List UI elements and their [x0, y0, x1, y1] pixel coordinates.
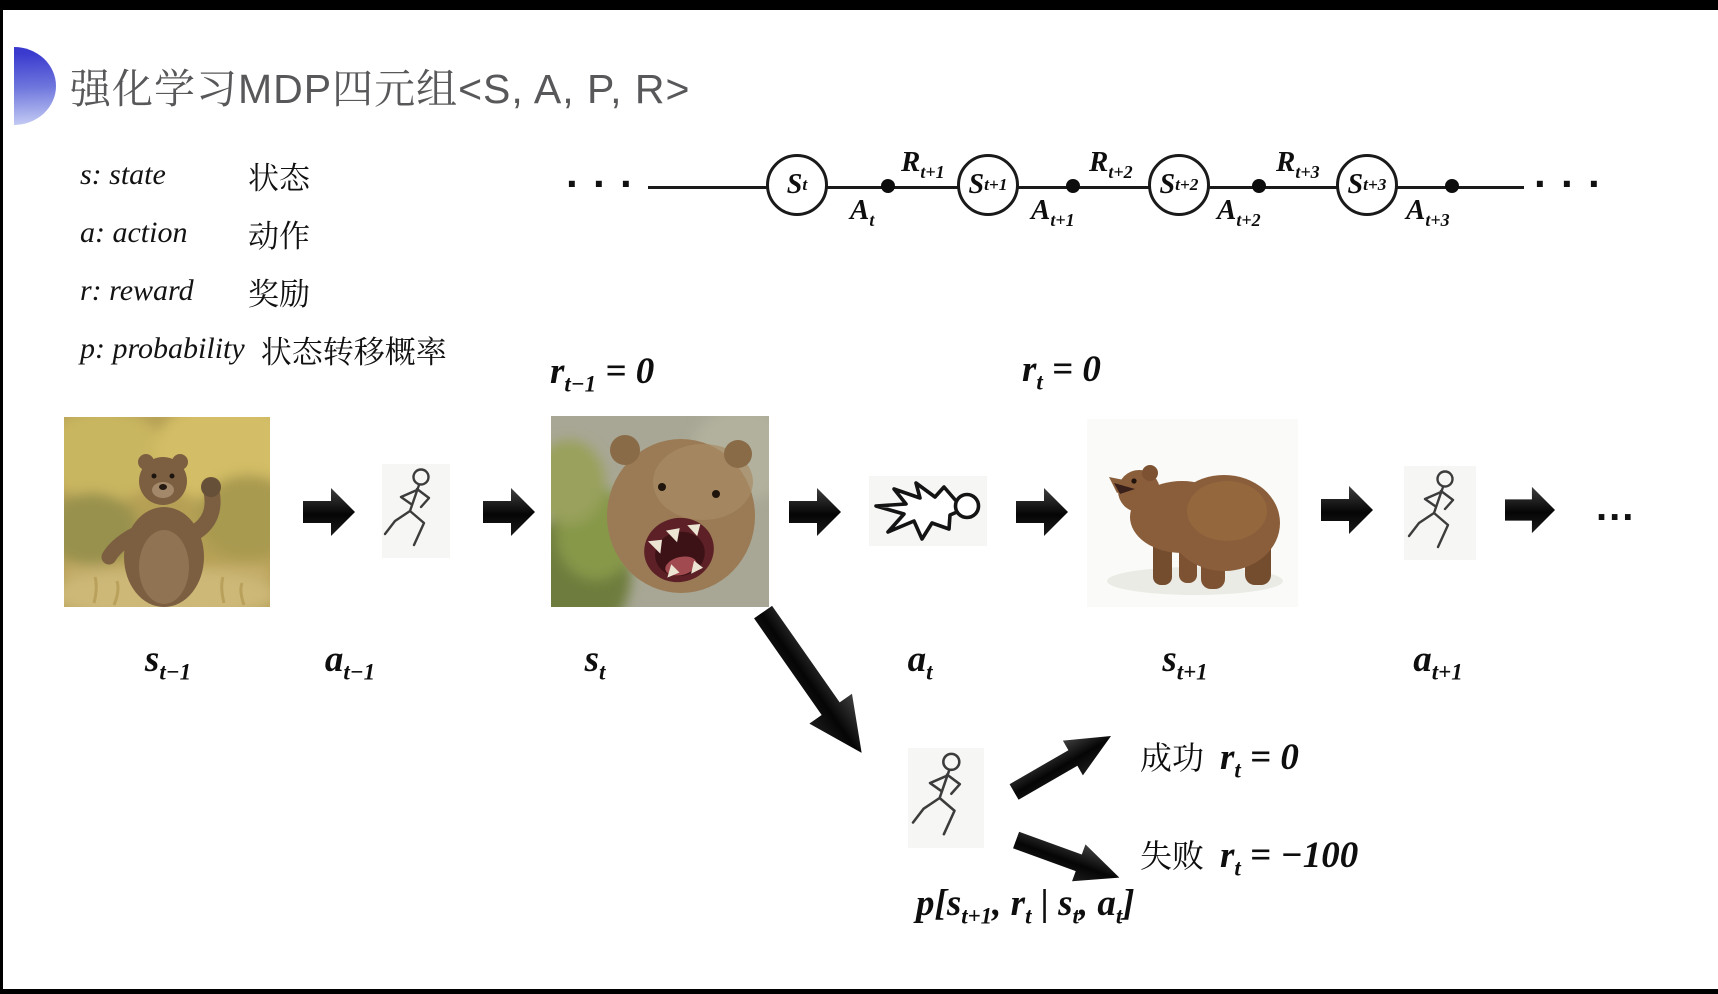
definition-state: [80, 146, 447, 204]
action-dot: [881, 179, 895, 193]
running-figure-icon: [908, 748, 984, 848]
reward-annotation-rt: $r_t = 0$: [1022, 349, 1101, 395]
left-border: [0, 0, 3, 994]
label-a-t1: $a_{t+1}$: [1413, 639, 1463, 685]
running-figure-icon: [382, 464, 450, 558]
success-outcome: [1140, 733, 1299, 783]
reward-label-rt1: $R_{t+1}$: [901, 146, 945, 182]
action-label-at3: $A_{t+3}$: [1406, 194, 1450, 230]
definition-zh: 动作: [248, 218, 310, 254]
definition-en: a: action: [80, 216, 188, 249]
definition-action: [80, 204, 447, 262]
title-accent-circle: [14, 47, 56, 125]
action-label-at2: $A_{t+2}$: [1217, 194, 1261, 230]
action-dot: [1066, 179, 1080, 193]
action-dot: [1445, 179, 1459, 193]
action-dot: [1252, 179, 1266, 193]
action-label-at: $A_t$: [850, 194, 875, 230]
definition-en: r: reward: [80, 274, 194, 307]
arrow-right-icon: [1016, 482, 1068, 542]
roaring-bear-image: [551, 416, 769, 607]
state-node-st: S t: [766, 154, 828, 216]
reward-annotation-rt-1: $r_{t-1} = 0$: [550, 351, 655, 397]
definition-probability: [80, 320, 447, 378]
label-s-t-1: $s_{t-1}$: [144, 639, 192, 685]
state-node-st1: S t+1: [957, 154, 1019, 216]
flow-ellipsis: ...: [1596, 485, 1636, 529]
arrow-right-icon: [1321, 480, 1373, 540]
waving-bear-image: [64, 417, 270, 607]
success-reward: $r_t = 0$: [1220, 737, 1299, 783]
arrow-right-icon: [483, 482, 535, 542]
label-s-t: $s_t$: [584, 639, 606, 685]
failure-label: 失败: [1140, 838, 1205, 874]
state-node-st2: S t+2: [1148, 154, 1210, 216]
lying-figure-icon: [869, 476, 987, 546]
definition-zh: 奖励: [248, 276, 310, 312]
label-a-t-1: $a_{t-1}$: [324, 639, 376, 685]
reward-label-rt2: $R_{t+2}$: [1089, 146, 1133, 182]
definitions-list: [80, 146, 447, 378]
state-node-st3: S t+3: [1336, 154, 1398, 216]
definition-zh: 状态: [248, 160, 310, 196]
top-border: [0, 0, 1718, 10]
arrow-up-right-icon: [1003, 717, 1122, 811]
definition-en: s: state: [80, 158, 166, 191]
page-title: 强化学习MDP四元组<S, A, P, R>: [70, 66, 691, 112]
chain-ellipsis-right: ···: [1534, 160, 1615, 207]
arrow-right-icon: [789, 482, 841, 542]
arrow-right-icon: [1505, 481, 1555, 539]
running-figure-icon: [1404, 466, 1476, 560]
label-a-t: $a_t$: [907, 639, 933, 685]
label-s-t1: $s_{t+1}$: [1162, 639, 1208, 685]
chain-ellipsis-left: ···: [566, 160, 647, 207]
definition-en: p: probability: [80, 332, 245, 365]
reward-label-rt3: $R_{t+3}$: [1276, 146, 1320, 182]
success-label: 成功: [1140, 740, 1205, 776]
definition-zh: 状态转移概率: [260, 334, 447, 370]
bottom-border: [0, 989, 1718, 994]
failure-reward: $r_t = -100$: [1220, 835, 1359, 881]
failure-outcome: [1140, 831, 1358, 881]
arrow-right-icon: [303, 482, 355, 542]
definition-reward: [80, 262, 447, 320]
transition-probability-formula: $p[s_{t+1}$, $r_t$ | $s_t$, $a_t$]: [916, 883, 1135, 929]
retreating-bear-image: [1087, 419, 1298, 607]
action-label-at1: $A_{t+1}$: [1031, 194, 1075, 230]
